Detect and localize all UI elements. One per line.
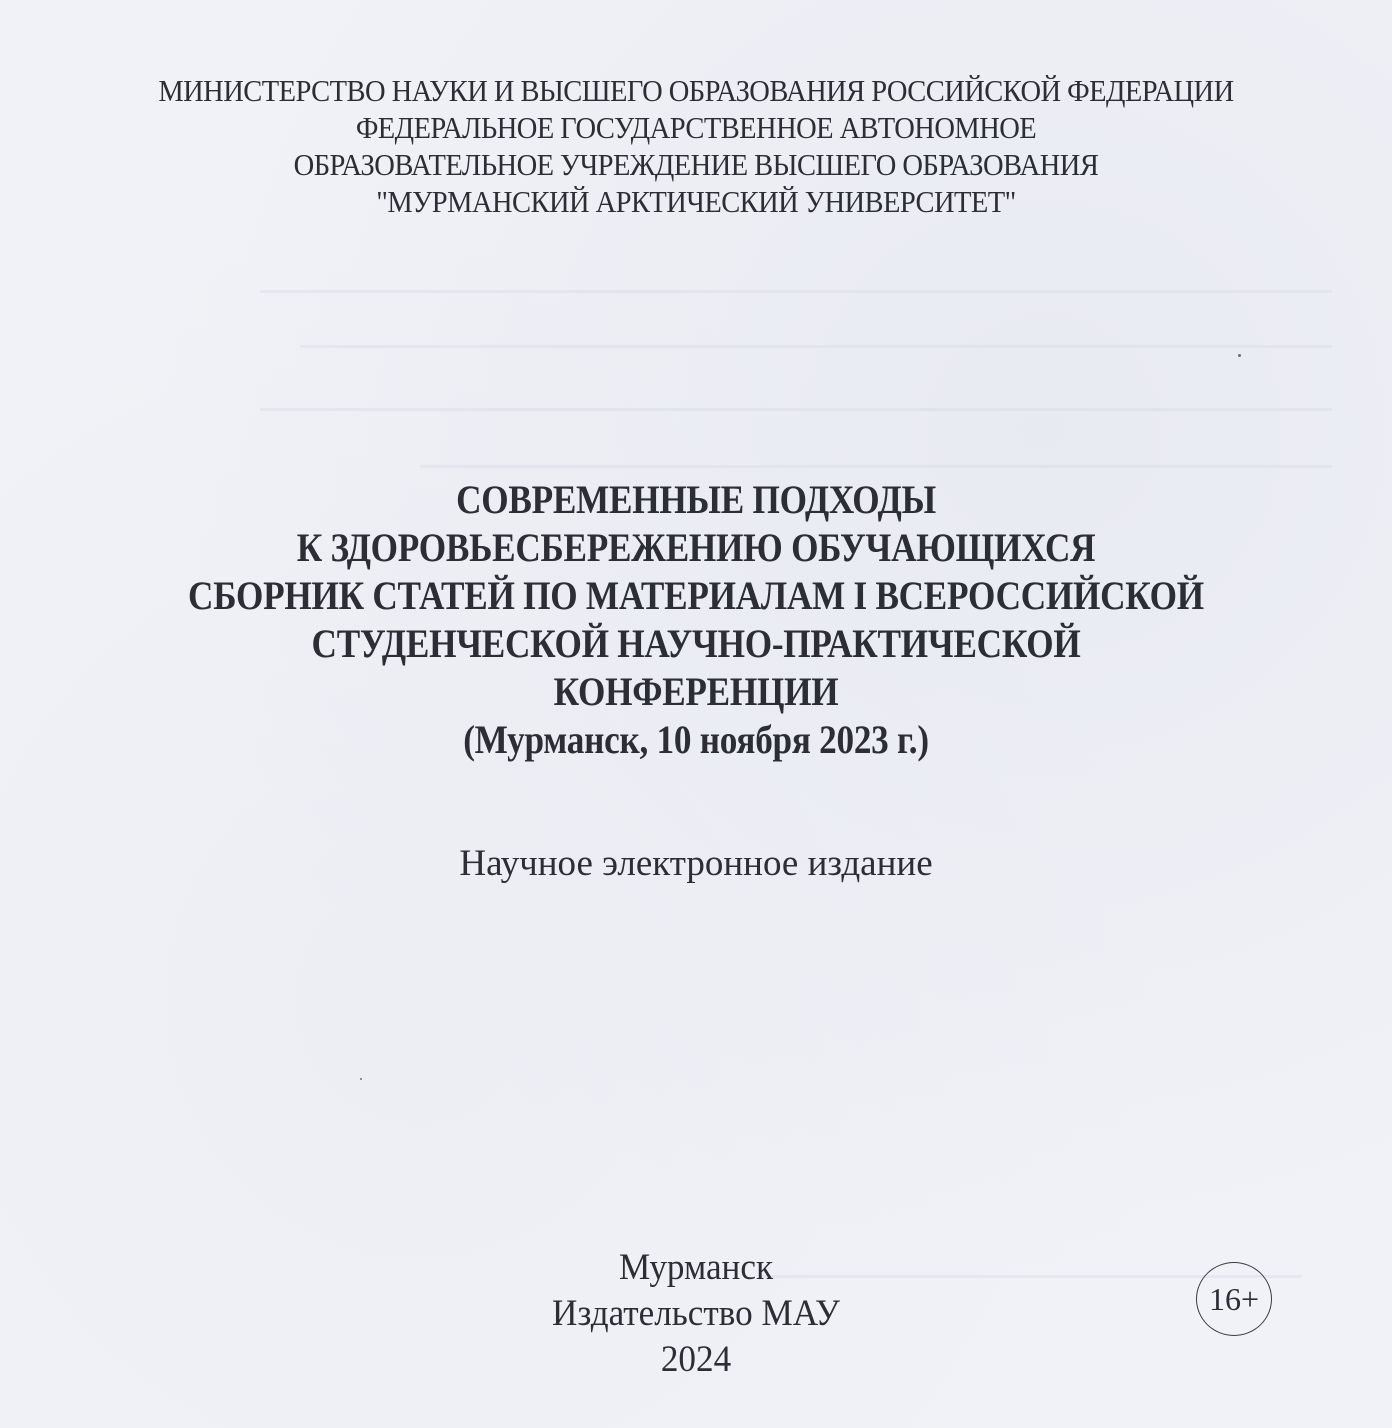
- header-line-federal: ФЕДЕРАЛЬНОЕ ГОСУДАРСТВЕННОЕ АВТОНОМНОЕ: [355, 110, 1037, 145]
- title-line-1: СОВРЕМЕННЫЕ ПОДХОДЫ: [456, 477, 936, 522]
- edition-type: Научное электронное издание: [459, 843, 933, 884]
- institution-header: [0, 72, 1392, 220]
- imprint: [0, 1245, 1392, 1383]
- show-through-artifact: [300, 345, 1332, 348]
- age-rating-badge: [1196, 1262, 1272, 1336]
- header-line-university-name: "МУРМАНСКИЙ АРКТИЧЕСКИЙ УНИВЕРСИТЕТ": [376, 184, 1016, 219]
- show-through-artifact: [420, 465, 1332, 468]
- header-line-ministry: МИНИСТЕРСТВО НАУКИ И ВЫСШЕГО ОБРАЗОВАНИЯ РОССИЙСКОЙ ФЕДЕРАЦИИ: [158, 73, 1234, 108]
- document-title: [0, 476, 1392, 764]
- scan-dust-speck: [1238, 354, 1241, 357]
- show-through-artifact: [260, 408, 1332, 411]
- imprint-publisher: Издательство МАУ: [552, 1293, 840, 1334]
- conference-date: (Мурманск, 10 ноября 2023 г.): [463, 717, 929, 762]
- show-through-artifact: [260, 290, 1332, 293]
- imprint-year: 2024: [660, 1339, 732, 1380]
- scan-dust-speck: [360, 1078, 362, 1080]
- title-line-2: К ЗДОРОВЬЕСБЕРЕЖЕНИЮ ОБУЧАЮЩИХСЯ: [296, 525, 1096, 570]
- title-line-3: СБОРНИК СТАТЕЙ ПО МАТЕРИАЛАМ I ВСЕРОССИЙСКОЙ: [188, 573, 1204, 618]
- age-rating-label: 16+: [1208, 1280, 1260, 1317]
- title-line-5: КОНФЕРЕНЦИИ: [553, 669, 839, 714]
- imprint-city: Мурманск: [618, 1247, 774, 1288]
- title-line-4: СТУДЕНЧЕСКОЙ НАУЧНО-ПРАКТИЧЕСКОЙ: [311, 621, 1081, 666]
- header-line-institution-type: ОБРАЗОВАТЕЛЬНОЕ УЧРЕЖДЕНИЕ ВЫСШЕГО ОБРАЗОВАНИЯ: [293, 147, 1099, 182]
